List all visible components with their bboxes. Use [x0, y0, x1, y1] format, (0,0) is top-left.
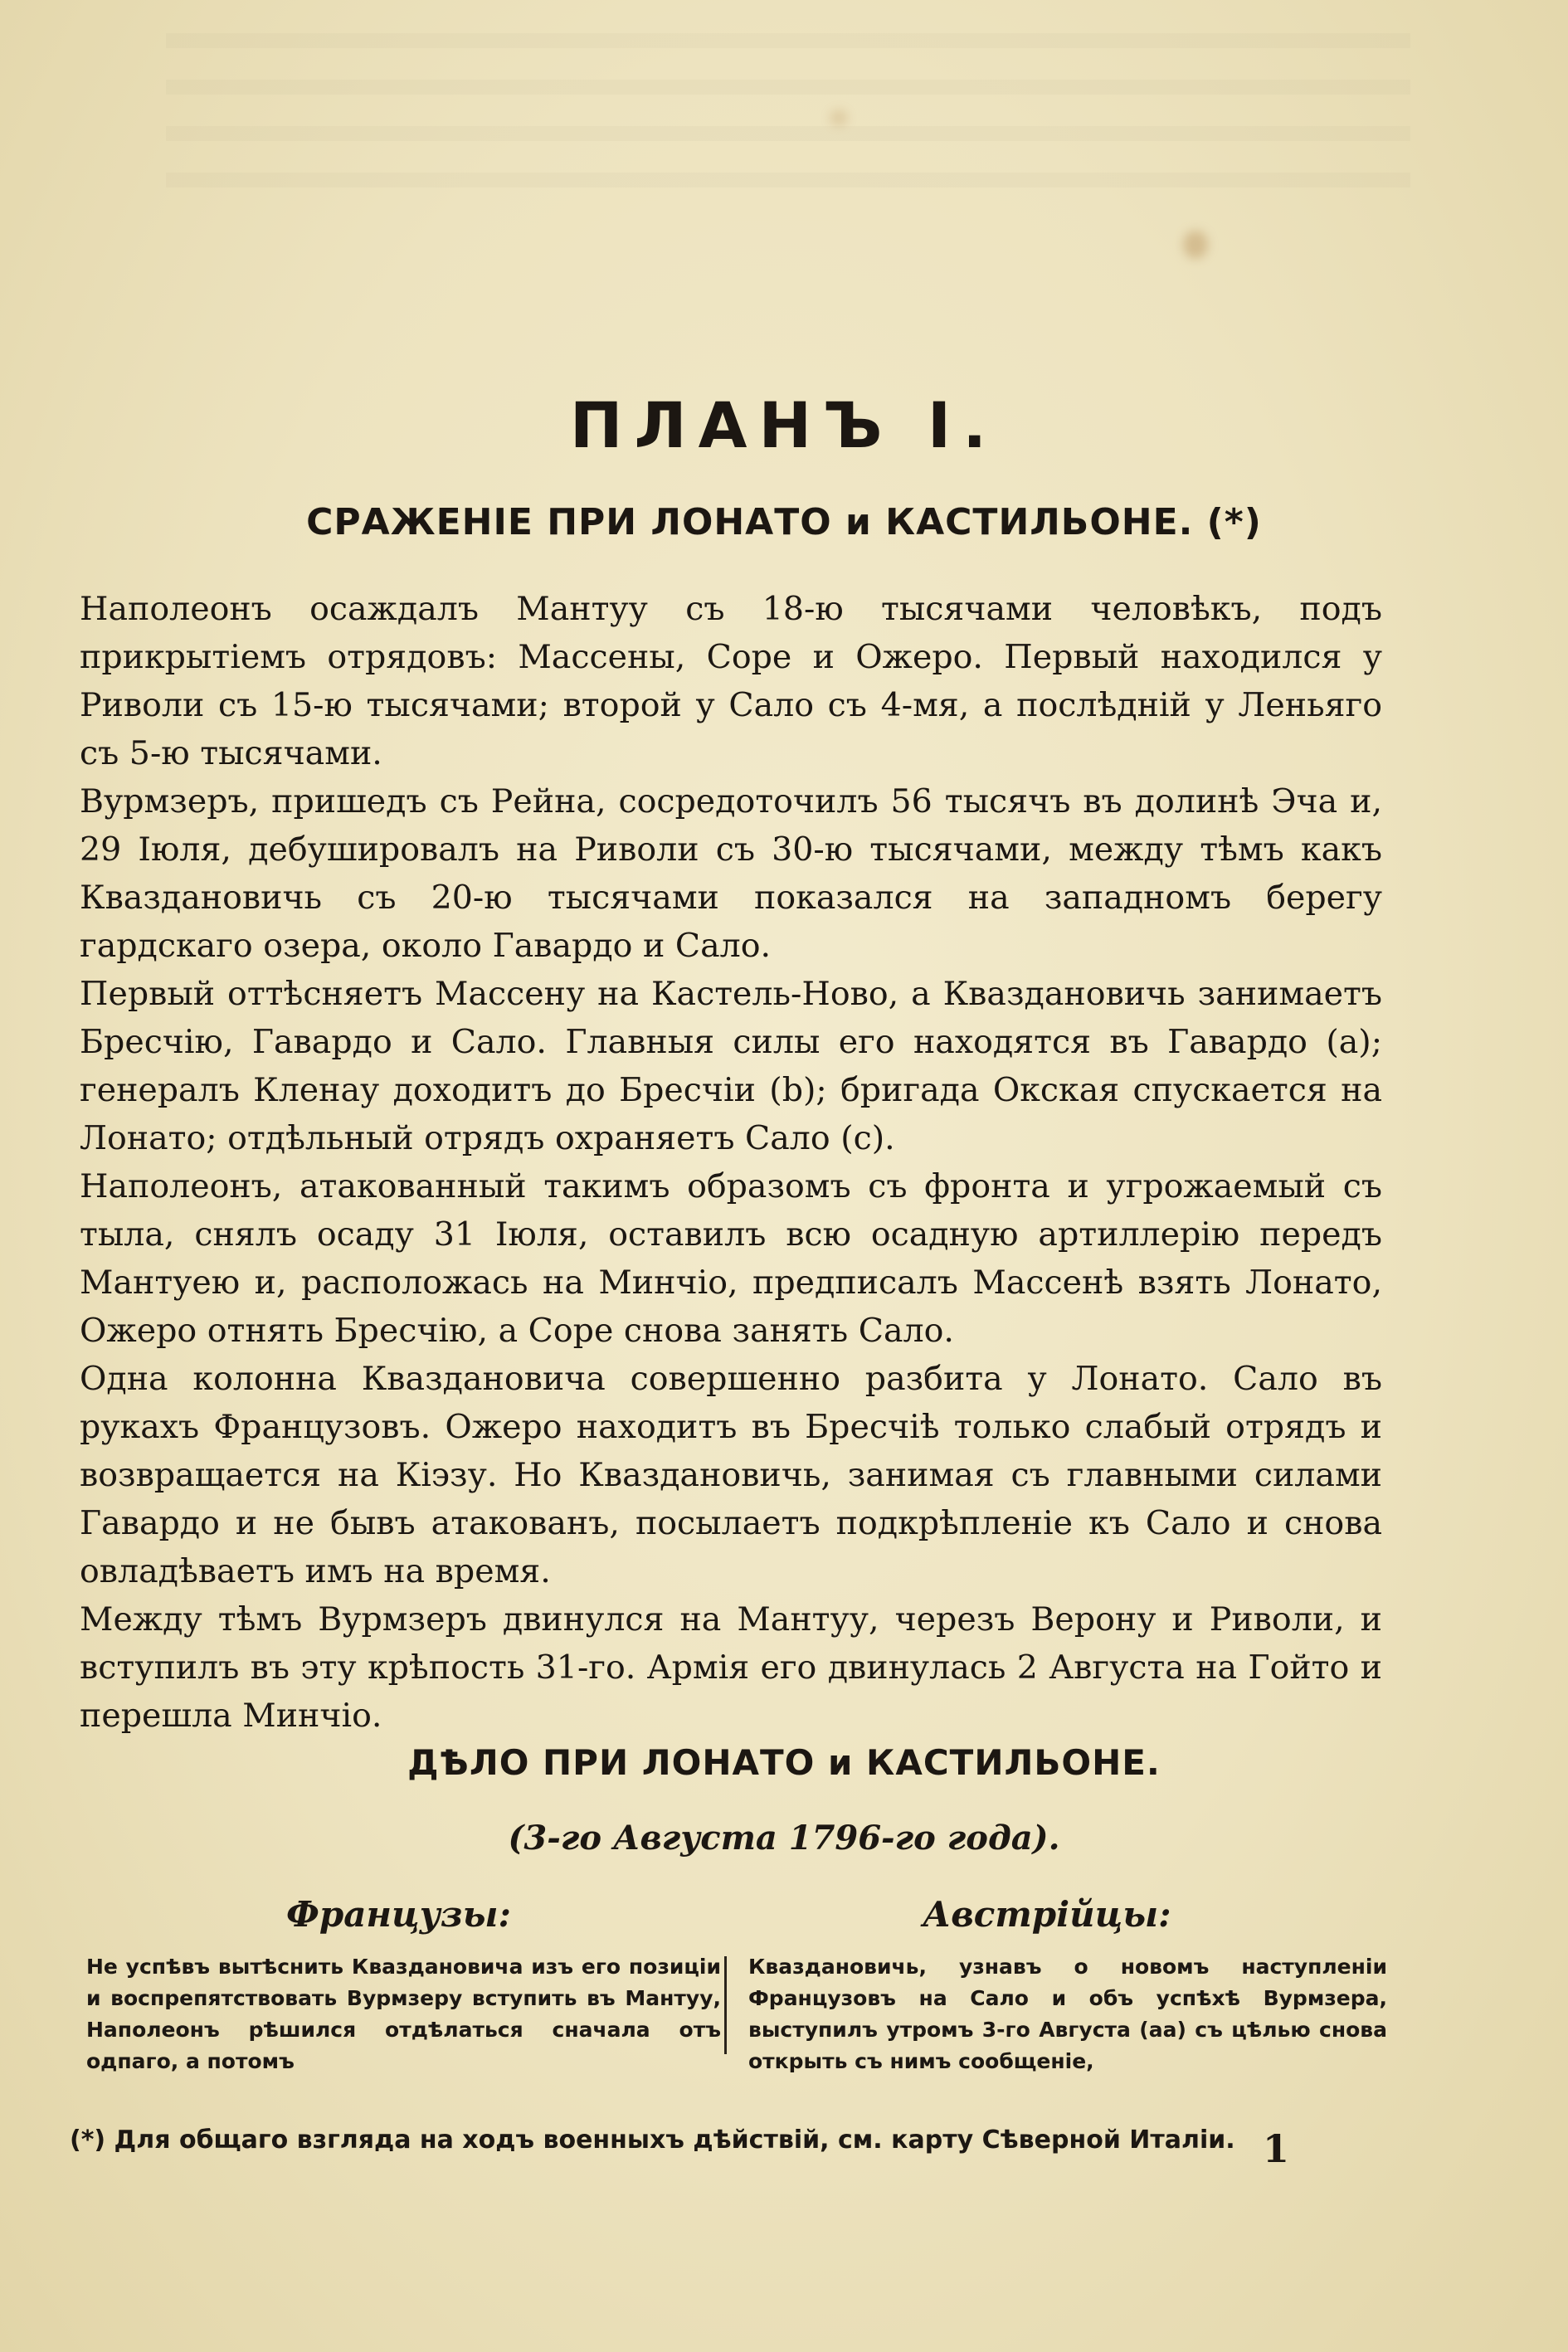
paragraph: Вурмзеръ, пришедъ съ Рейна, сосредоточилъ 56 тысячъ въ долинѣ Эча и, 29 Іюля, дебушировалъ на Риволи съ 30-ю тысячами, между тѣмъ какъ Кваздановичь съ 20-ю тысячами показался на западномъ берегу гардскаго озера, около Гавардо и Сало. [80, 782, 1382, 965]
austrian-column-heading: Австрійцы: [923, 1894, 1171, 1935]
bleed-through-text [166, 33, 1410, 199]
battle-subtitle: СРАЖЕНІЕ ПРИ ЛОНАТО и КАСТИЛЬОНЕ. (*) [306, 501, 1262, 543]
paragraph: Наполеонъ осаждалъ Мантуу съ 18-ю тысячами человѣкъ, подъ прикрытіемъ отрядовъ: Массены, Соре и Ожеро. Первый находился у Риволи съ 15-ю тысячами; второй у Сало съ 4-мя, а послѣдній у Леньяго съ 5-ю тысячами. [80, 590, 1382, 772]
plan-title: ПЛАНЪ I. [569, 388, 999, 462]
paragraph: Одна колонна Кваздановича совершенно разбита у Лонато. Сало въ рукахъ Французовъ. Ожеро находитъ въ Бресчіѣ только слабый отрядъ и возвращается на Кіэзу. Но Кваздановичь, занимая съ главными силами Гавардо и не бывъ атакованъ, посылаетъ подкрѣпленіе къ Сало и снова овладѣваетъ имъ на время. [80, 1360, 1382, 1590]
paper-stain [1183, 231, 1208, 259]
main-text [80, 585, 1382, 1740]
footnote: (*) Для общаго взгляда на ходъ военныхъ дѣйствій, см. карту Сѣверной Италіи. [70, 2126, 1235, 2155]
paragraph: Первый оттѣсняетъ Массену на Кастель-Ново, а Кваздановичь занимаетъ Бресчію, Гавардо и Сало. Главныя силы его находятся въ Гавардо (a); генералъ Кленау доходитъ до Бресчіи (b); бригада Окская спускается на Лонато; отдѣльный отрядъ охраняетъ Сало (c). [80, 975, 1382, 1157]
section-date: (3-го Августа 1796-го года). [508, 1819, 1060, 1858]
french-column-heading: Французы: [286, 1894, 511, 1935]
paper-stain [830, 110, 848, 126]
french-column-text: Не успѣвъ вытѣснить Кваздановича изъ его позиціи и воспрепятствовать Вурмзеру вступить въ Мантуу, Наполеонъ рѣшился отдѣлаться сначала отъ одпаго, а потомъ [86, 1955, 721, 2073]
section-title: ДѢЛО ПРИ ЛОНАТО и КАСТИЛЬОНЕ. [407, 1742, 1161, 1783]
paragraph: Между тѣмъ Вурмзеръ двинулся на Мантуу, черезъ Верону и Риволи, и вступилъ въ эту крѣпость 31-го. Армія его двинулась 2 Августа на Гойто и перешла Минчіо. [80, 1600, 1382, 1735]
paragraph: Наполеонъ, атакованный такимъ образомъ съ фронта и угрожаемый съ тыла, снялъ осаду 31 Іюля, оставилъ всю осадную артиллерію передъ Мантуею и, расположась на Минчіо, предписалъ Массенѣ взять Лонато, Ожеро отнять Бресчію, а Соре снова занять Сало. [80, 1167, 1382, 1350]
austrian-column-text: Кваздановичь, узнавъ о новомъ наступленіи Французовъ на Сало и объ успѣхѣ Вурмзера, выступилъ утромъ 3-го Августа (aa) съ цѣлью снова открыть съ нимъ сообщеніе, [748, 1955, 1387, 2073]
column-divider [724, 1956, 727, 2054]
page-number: 1 [1263, 2126, 1290, 2171]
